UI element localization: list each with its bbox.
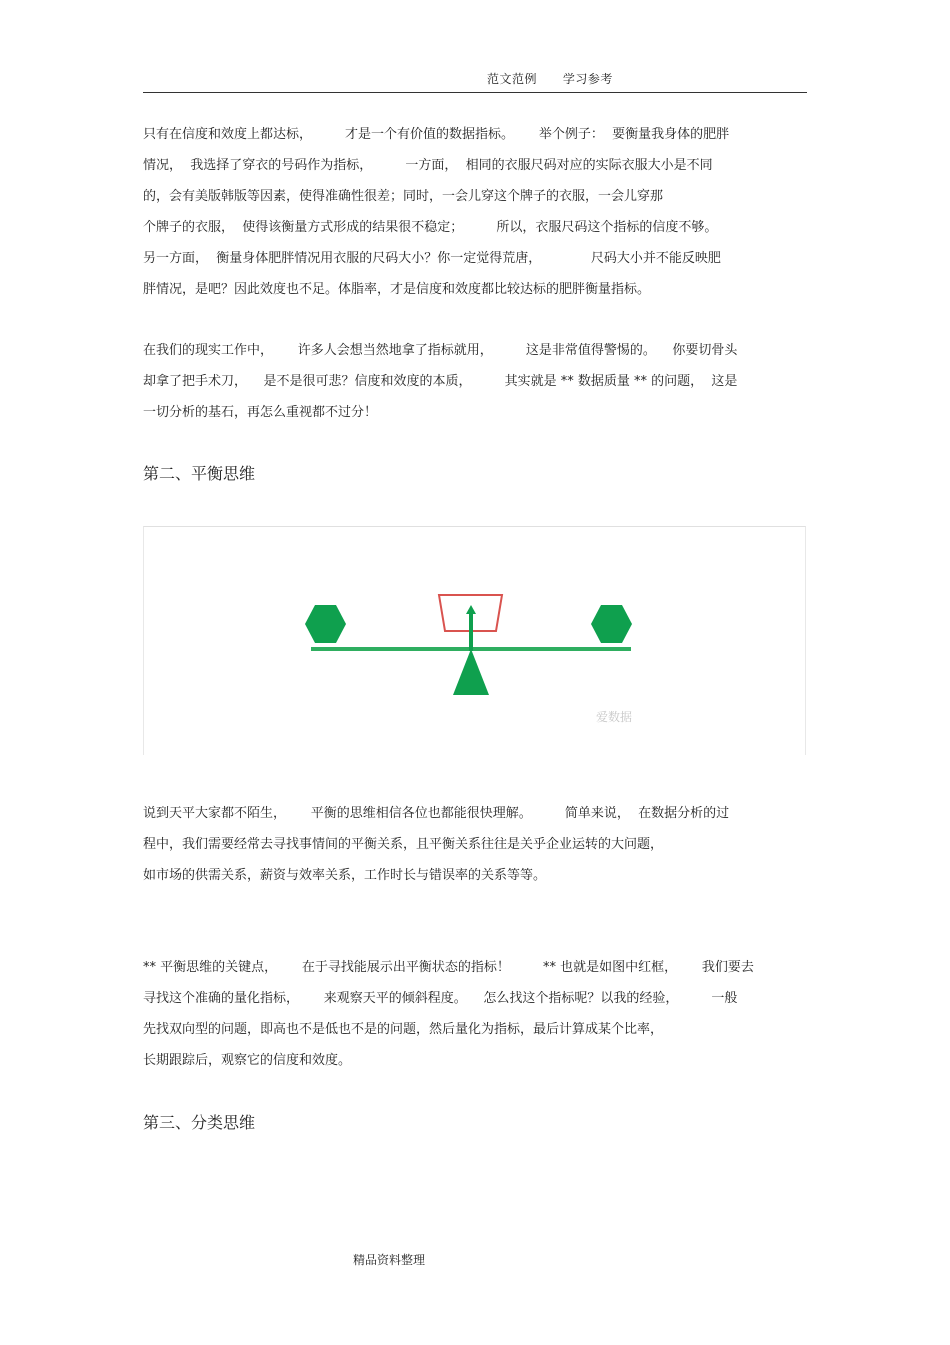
text-line: ** 平衡思维的关键点， 在于寻找能展示出平衡状态的指标！ ** 也就是如图中红框， 我们要去 <box>143 960 754 975</box>
header-text: 范文范例 学习参考 <box>487 72 613 86</box>
paragraph-data-quality <box>143 335 807 428</box>
right-weight-hexagon <box>591 605 632 643</box>
text-line: 只有在信度和效度上都达标， 才是一个有价值的数据指标。 举个例子： 要衡量我身体的肥胖 <box>143 127 730 142</box>
text-line: 却拿了把手术刀， 是不是很可悲？信度和效度的本质， 其实就是 ** 数据质量 ** 的问题， 这是 <box>143 374 738 389</box>
text-line: 情况， 我选择了穿衣的号码作为指标， 一方面， 相同的衣服尺码对应的实际衣服大小是不同 <box>143 158 713 173</box>
text-line: 胖情况，是吧？因此效度也不足。体脂率，才是信度和效度都比较达标的肥胖衡量指标。 <box>143 282 651 297</box>
text-line: 个牌子的衣服， 使得该衡量方式形成的结果很不稳定； 所以，衣服尺码这个指标的信度不够。 <box>143 220 718 235</box>
page-header <box>143 66 807 93</box>
text-line: 先找双向型的问题，即高也不是低也不是的问题，然后量化为指标，最后计算成某个比率， <box>143 1022 664 1037</box>
text-line: 在我们的现实工作中， 许多人会想当然地拿了指标就用， 这是非常值得警惕的。 你要切骨头 <box>143 343 738 358</box>
section-heading-classification: 第三、分类思维 <box>143 1113 256 1132</box>
section-heading-balance: 第二、平衡思维 <box>143 464 256 483</box>
text-line: 程中，我们需要经常去寻找事情间的平衡关系，且平衡关系往往是关乎企业运转的大问题， <box>143 837 664 852</box>
text-line: 的，会有美版韩版等因素，使得准确性很差；同时，一会儿穿这个牌子的衣服，一会儿穿那 <box>143 189 664 204</box>
text-line: 寻找这个准确的量化指标， 来观察天平的倾斜程度。 怎么找这个指标呢？以我的经验， 一般 <box>143 991 738 1006</box>
text-line: 长期跟踪后，观察它的信度和效度。 <box>143 1053 352 1068</box>
text-line: 如市场的供需关系，薪资与效率关系，工作时长与错误率的关系等等。 <box>143 868 547 883</box>
left-weight-hexagon <box>305 605 346 643</box>
paragraph-reliability-validity <box>143 119 807 305</box>
balance-scale-figure <box>143 526 806 755</box>
text-line: 说到天平大家都不陌生， 平衡的思维相信各位也都能很快理解。 简单来说， 在数据分析的过 <box>143 806 730 821</box>
scale-pointer <box>469 611 473 651</box>
text-line: 一切分析的基石，再怎么重视都不过分！ <box>143 405 378 420</box>
balance-scale-illustration <box>144 527 805 755</box>
paragraph-balance-key <box>143 952 807 1076</box>
scale-pivot-triangle <box>453 649 489 695</box>
watermark-logo: 爱数据 <box>596 710 633 724</box>
page-footer: 精品资料整理 <box>353 1253 426 1267</box>
paragraph-balance-intro <box>143 798 807 891</box>
pointer-arrowhead <box>466 605 476 614</box>
text-line: 另一方面， 衡量身体肥胖情况用衣服的尺码大小？你一定觉得荒唐， 尺码大小并不能反映肥 <box>143 251 721 266</box>
